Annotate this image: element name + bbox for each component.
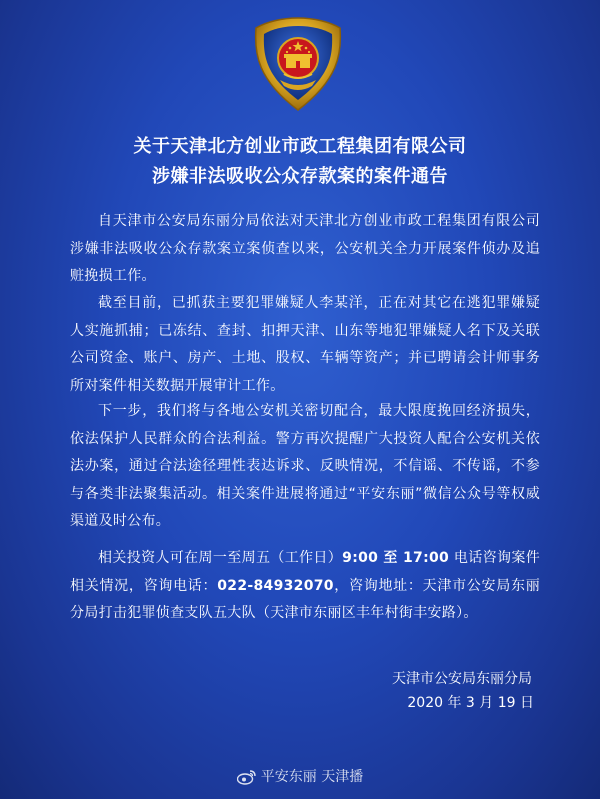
police-emblem-icon	[250, 14, 346, 114]
contact-text-2: 电话咨询案件相关情况，咨询电话：	[70, 550, 540, 594]
notice-title-line-1: 关于天津北方创业市政工程集团有限公司	[133, 136, 467, 157]
contact-text-3: ，咨询地址：天津市公安局东丽分局打击犯罪侦查支队五大队（天津市东丽区丰年村街丰安路）。	[70, 577, 541, 621]
watermark-text: 平安东丽 天津播	[260, 769, 364, 785]
contact-phone: 022-84932070	[217, 577, 334, 594]
notice-title-line-2: 涉嫌非法吸收公众存款案的案件通告	[152, 166, 448, 187]
signature-date: 2020 年 3 月 19 日	[407, 695, 534, 711]
watermark	[0, 766, 600, 786]
paragraph-intro: 自天津市公安局东丽分局依法对天津北方创业市政工程集团有限公司涉嫌非法吸收公众存款案立案侦查以来，公安机关全力开展案件侦办及追赃挽损工作。	[70, 213, 540, 284]
paragraph-next-steps: 下一步，我们将与各地公安机关密切配合，最大限度挽回经济损失，依法保护人民群众的合法利益。警方再次提醒广大投资人配合公安机关依法办案，通过合法途径理性表达诉求、反映情况，不信谣、不传谣，不参与各类非法聚集活动。相关案件进展将通过“平安东丽”微信公众号等权威渠道及时公布。	[70, 403, 540, 529]
weibo-icon	[237, 769, 257, 785]
contact-hours: 9:00 至 17:00	[342, 550, 450, 566]
contact-text-1: 相关投资人可在周一至周五（工作日）	[98, 550, 343, 566]
paragraph-contact	[70, 545, 540, 628]
paragraph-progress: 截至目前，已抓获主要犯罪嫌疑人李某洋，正在对其它在逃犯罪嫌疑人实施抓捕；已冻结、查封、扣押天津、山东等地犯罪嫌疑人名下及关联公司资金、账户、房产、土地、股权、车辆等资产；并已聘请会计师事务所对案件相关数据开展审计工作。	[70, 295, 540, 394]
signature-organization: 天津市公安局东丽分局	[392, 671, 532, 687]
